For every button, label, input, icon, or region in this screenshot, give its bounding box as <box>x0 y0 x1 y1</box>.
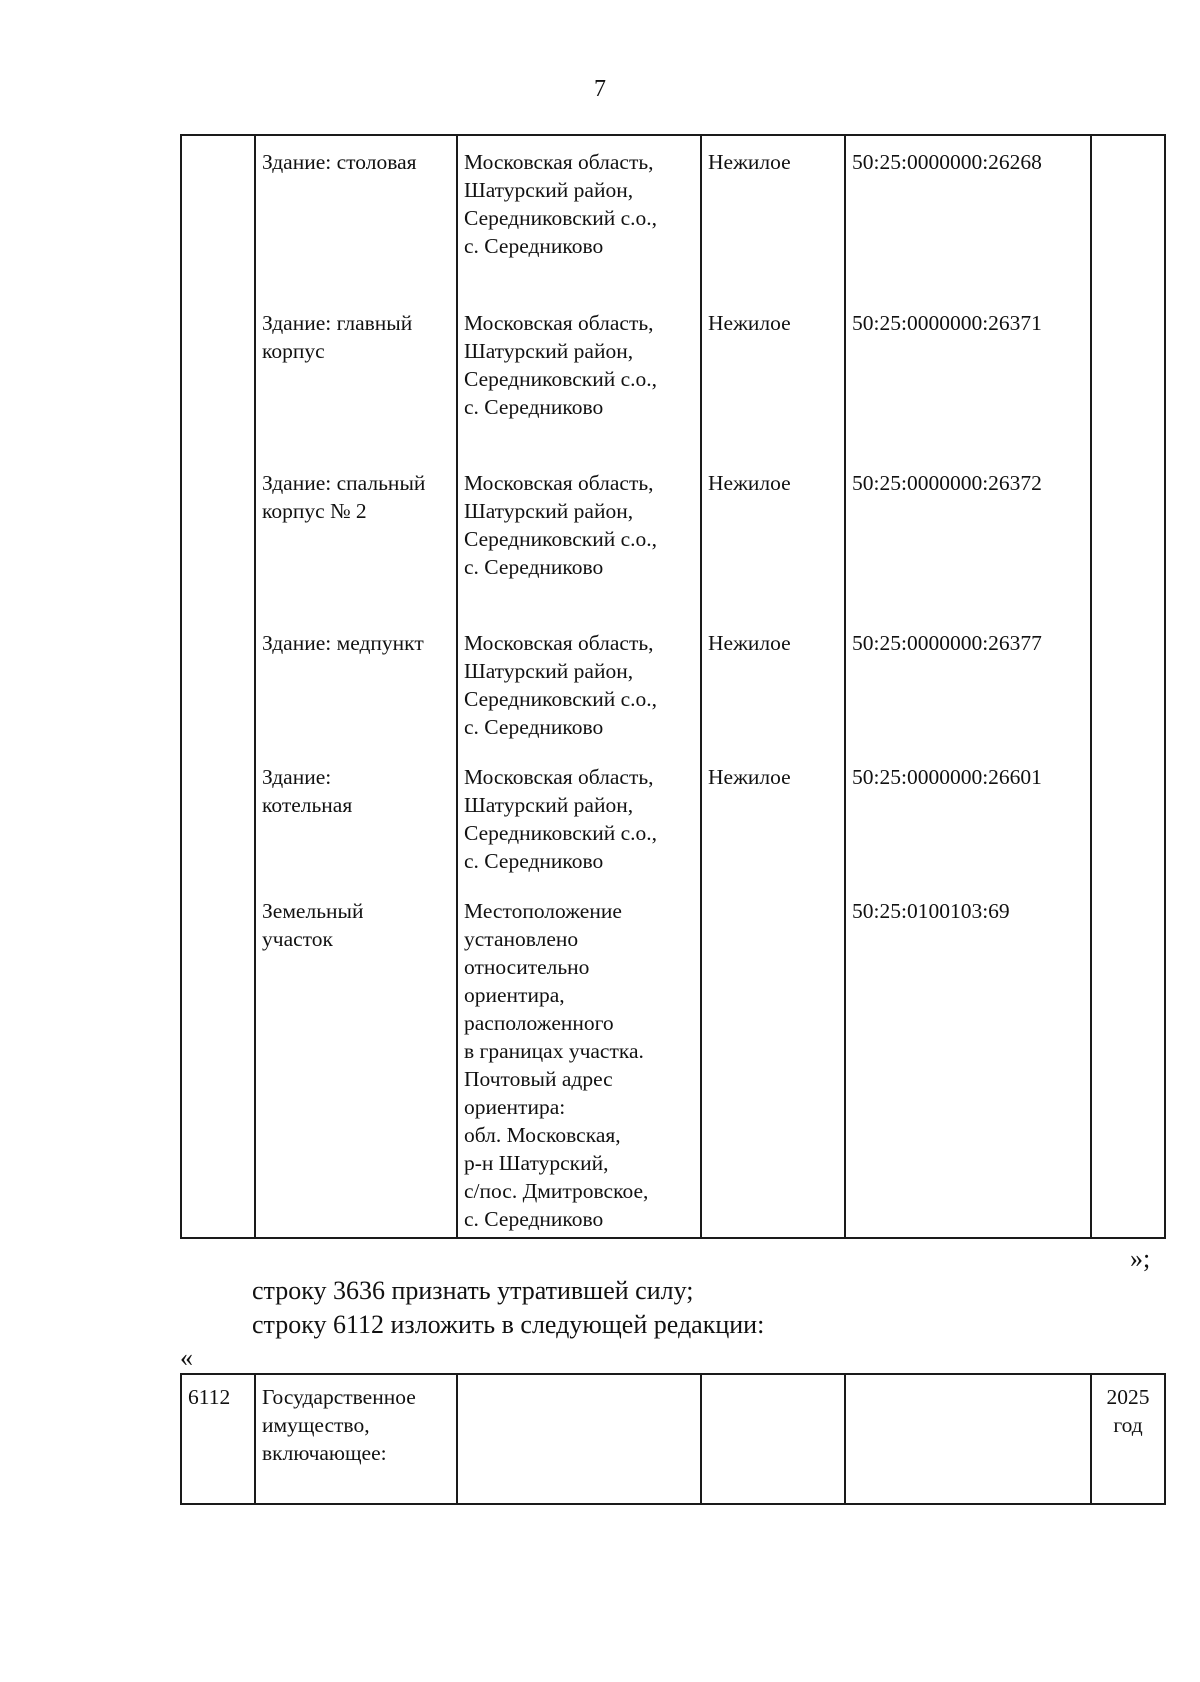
address-cell: Московская область, Шатурский район, Середниковский с.о., с. Середниково <box>457 617 701 751</box>
cadastral-number-cell: 50:25:0000000:26372 <box>845 457 1091 617</box>
year-cell <box>1091 885 1165 1238</box>
year-cell <box>1091 457 1165 617</box>
address-cell: Московская область, Шатурский район, Середниковский с.о., с. Середниково <box>457 135 701 297</box>
address-cell <box>457 1374 701 1504</box>
opening-quote: « <box>180 1343 193 1372</box>
purpose-cell: Нежилое <box>701 135 845 297</box>
object-name-cell: Здание: медпункт <box>255 617 457 751</box>
address-cell: Московская область, Шатурский район, Середниковский с.о., с. Середниково <box>457 297 701 457</box>
purpose-cell: Нежилое <box>701 617 845 751</box>
address-cell: Местоположение установлено относительно ориентира, расположенного в границах участка. Почтовый адрес ориентира: обл. Московская, р-н Шатурский, с/пос. Дмитровское, с. Середниково <box>457 885 701 1238</box>
table-row <box>181 751 1165 885</box>
year-cell <box>1091 297 1165 457</box>
row-number-cell <box>181 297 255 457</box>
address-cell: Московская область, Шатурский район, Середниковский с.о., с. Середниково <box>457 457 701 617</box>
table-row <box>181 457 1165 617</box>
table-row <box>181 885 1165 1238</box>
purpose-cell: Нежилое <box>701 297 845 457</box>
row-number-cell <box>181 751 255 885</box>
cadastral-number-cell: 50:25:0100103:69 <box>845 885 1091 1238</box>
year-cell <box>1091 751 1165 885</box>
table-row <box>181 1374 1165 1504</box>
year-cell <box>1091 617 1165 751</box>
object-name-cell: Здание: спальный корпус № 2 <box>255 457 457 617</box>
closing-quote: »; <box>1130 1244 1151 1273</box>
row-number-cell: 6112 <box>181 1374 255 1504</box>
row-number-cell <box>181 617 255 751</box>
table-row <box>181 617 1165 751</box>
table-row <box>181 297 1165 457</box>
object-name-cell: Здание: котельная <box>255 751 457 885</box>
page-number: 7 <box>594 76 606 102</box>
purpose-cell: Нежилое <box>701 457 845 617</box>
purpose-cell <box>701 1374 845 1504</box>
table-row <box>181 135 1165 297</box>
object-name-cell: Здание: главный корпус <box>255 297 457 457</box>
instruction-line: строку 6112 изложить в следующей редакции: <box>252 1310 765 1339</box>
amended-row-table <box>180 1373 1166 1505</box>
purpose-cell <box>701 885 845 1238</box>
purpose-cell: Нежилое <box>701 751 845 885</box>
object-name-cell: Государственное имущество, включающее: <box>255 1374 457 1504</box>
row-number-cell <box>181 457 255 617</box>
year-cell: 2025 год <box>1091 1374 1165 1504</box>
object-name-cell: Земельный участок <box>255 885 457 1238</box>
instruction-line: строку 3636 признать утратившей силу; <box>252 1276 694 1305</box>
year-cell <box>1091 135 1165 297</box>
cadastral-number-cell <box>845 1374 1091 1504</box>
address-cell: Московская область, Шатурский район, Середниковский с.о., с. Середниково <box>457 751 701 885</box>
cadastral-number-cell: 50:25:0000000:26268 <box>845 135 1091 297</box>
cadastral-number-cell: 50:25:0000000:26371 <box>845 297 1091 457</box>
cadastral-number-cell: 50:25:0000000:26377 <box>845 617 1091 751</box>
row-number-cell <box>181 135 255 297</box>
property-table <box>180 134 1166 1239</box>
row-number-cell <box>181 885 255 1238</box>
object-name-cell: Здание: столовая <box>255 135 457 297</box>
cadastral-number-cell: 50:25:0000000:26601 <box>845 751 1091 885</box>
